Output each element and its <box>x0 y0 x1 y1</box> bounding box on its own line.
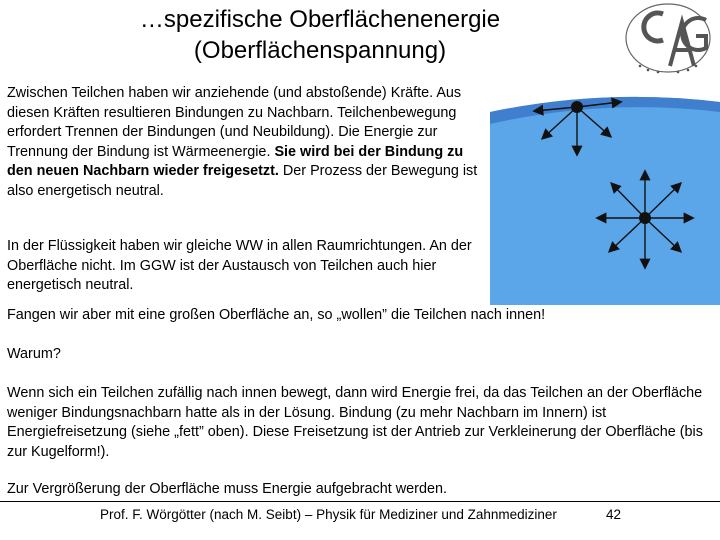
liquid-body <box>490 97 720 305</box>
surface-particle-dot <box>571 101 583 113</box>
paragraph-question: Warum? <box>7 346 61 362</box>
title-line-2: (Oberflächenspannung) <box>193 37 447 64</box>
footer-text: Prof. F. Wörgötter (nach M. Seibt) – Physik für Mediziner und Zahnmediziner <box>100 507 557 522</box>
paragraph-bonds-bold: Sie wird bei der Bindung zu den neuen Nachbarn wieder freigesetzt. <box>7 143 464 180</box>
paragraph-liquid: In der Flüssigkeit haben wir gleiche WW in allen Raumrichtungen. An der Oberfläche nicht. Im GGW ist der Austausch von Teilchen auch hier energetisch neutral. <box>7 238 472 294</box>
footer-divider <box>0 501 720 502</box>
bulk-particle-dot <box>639 212 651 224</box>
title-line-1: …spezifische Oberflächenenergie <box>139 6 501 33</box>
page-number: 42 <box>606 507 622 522</box>
paragraph-bonds-end: Der Prozess der Bewegung ist also energetisch neutral. <box>7 163 478 199</box>
paragraph-bonds-text: Zwischen Teilchen haben wir anziehende (und abstoßende) Kräfte. Aus diesen Kräften resultieren Bindungen zu Nachbarn. Teilchenbewegung erfordert Trennen der Bindungen (und Neubildung). Die Energie zur Trennung der Bindung ist Wärmeenergie. <box>7 85 462 160</box>
paragraph-conclusion: Zur Vergrößerung der Oberfläche muss Energie aufgebracht werden. <box>7 481 447 497</box>
paragraph-bonds <box>7 84 487 202</box>
slide-title <box>60 4 580 66</box>
paragraph-large-surface: Fangen wir aber mit eine großen Oberfläche an, so „wollen” die Teilchen nach innen! <box>7 307 546 323</box>
paragraph-explanation: Wenn sich ein Teilchen zufällig nach innen bewegt, dann wird Energie frei, da das Teilchen an der Oberfläche weniger Bindungsnachbarn hatte als in der Lösung. Bindung (zu mehr Nachbarn im Innern) ist Energiefreisetzung (siehe „fett” oben). Diese Freisetzung ist der Antrieb zur Verkleinerung der Oberfläche (bis zur Kugelform!). <box>7 385 703 460</box>
university-seal-logo <box>618 0 718 80</box>
surface-particle-diagram <box>490 90 720 305</box>
